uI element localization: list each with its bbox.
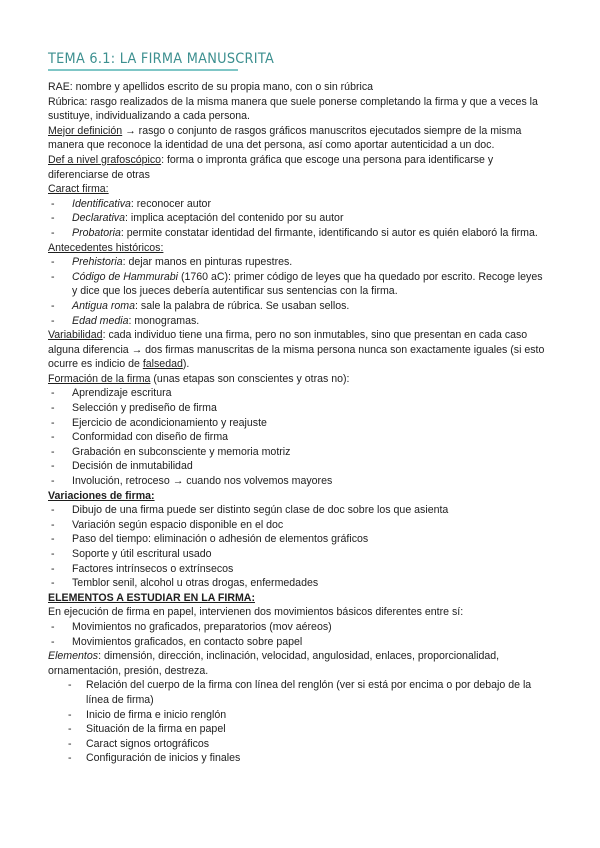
antecedente-text: : sale la palabra de rúbrica. Se usaban sellos. [135, 299, 350, 312]
list-item: - Aprendizaje escritura [48, 386, 548, 401]
list-item: - Relación del cuerpo de la firma con línea del renglón (ver si está por encima o por debajo de la línea de firma) [48, 678, 548, 707]
elementos-intro: En ejecución de firma en papel, intervienen dos movimientos básicos diferentes entre sí: [48, 606, 464, 619]
variabilidad-text: : cada individuo tiene una firma, pero no son inmutables, sino que presentan en cada caso alguna diferencia → dos firmas manuscritas de la misma persona nunca son exactamente iguales (si esto ocurre es indicio de [48, 329, 545, 371]
list-item [48, 270, 548, 299]
notes-body [48, 80, 548, 766]
best-definition [48, 124, 548, 153]
list-item: - Soporte y útil escritural usado [48, 547, 548, 562]
elementos-heading: ELEMENTOS A ESTUDIAR EN LA FIRMA: [48, 591, 255, 604]
list-item: - Involución, retroceso → cuando nos volvemos mayores [48, 474, 548, 489]
antecedente-text: : dejar manos en pinturas rupestres. [122, 256, 293, 269]
list-item: - Dibujo de una firma puede ser distinto según clase de doc sobre los que asienta [48, 503, 548, 518]
falsedad-word: falsedad [142, 358, 183, 371]
list-item: - Configuración de inicios y finales [48, 751, 548, 766]
list-item [48, 211, 548, 226]
list-item: - Selección y prediseño de firma [48, 401, 548, 416]
list-item [48, 197, 548, 212]
list-item: - Variación según espacio disponible en el doc [48, 518, 548, 533]
variabilidad-label: Variabilidad [48, 329, 103, 342]
movimientos-list [48, 620, 548, 649]
list-item: - Ejercicio de acondicionamiento y reajuste [48, 416, 548, 431]
list-item: - Caract signos ortográficos [48, 737, 548, 752]
formacion-heading [48, 372, 548, 387]
list-item: - Paso del tiempo: eliminación o adhesión de elementos gráficos [48, 532, 548, 547]
antecedente-term: Edad media [72, 314, 129, 327]
caract-list [48, 197, 548, 241]
graphoscopic-definition [48, 153, 548, 182]
list-item: - Decisión de inmutabilidad [48, 459, 548, 474]
caract-term: Declarativa [72, 212, 125, 225]
page-title: TEMA 6.1: LA FIRMA MANUSCRITA [48, 51, 275, 67]
caract-heading: Caract firma: [48, 183, 109, 196]
title-block [48, 50, 294, 71]
list-item: - Conformidad con diseño de firma [48, 430, 548, 445]
caract-text: : permite constatar identidad del firmante, identificando si autor es quién elaboró la firma. [120, 226, 538, 239]
elementos-sublist [48, 678, 548, 766]
variaciones-heading: Variaciones de firma: [48, 489, 155, 502]
antecedentes-heading: Antecedentes históricos: [48, 241, 164, 254]
list-item [48, 299, 548, 314]
list-item [48, 314, 548, 329]
caract-term: Probatoria [72, 226, 121, 239]
list-item: - Movimientos no graficados, preparatorios (mov aéreos) [48, 620, 548, 635]
rae-definition: RAE: nombre y apellidos escrito de su propia mano, con o sin rúbrica [48, 81, 374, 93]
caract-text: : implica aceptación del contenido por su autor [125, 212, 344, 225]
list-item [48, 255, 548, 270]
variabilidad-end: ). [182, 358, 190, 371]
elementos-text: : dimensión, dirección, inclinación, velocidad, angulosidad, enlaces, proporcionalidad, ornamentación, presión, destreza. [48, 650, 500, 677]
graphoscopic-label: Def a nivel grafoscópico [48, 153, 162, 166]
elementos-label: Elementos [48, 650, 99, 663]
list-item: - Situación de la firma en papel [48, 722, 548, 737]
antecedentes-list [48, 255, 548, 328]
title-underline [48, 69, 238, 71]
best-definition-text: → rasgo o conjunto de rasgos gráficos manuscritos ejecutados siempre de la misma manera que reconoce la identidad de una det persona, así como aportar autenticidad a un doc. [48, 124, 522, 152]
rubrica-definition: Rúbrica: rasgo realizados de la misma manera que suele ponerse completando la firma y que a veces la sustituye, individualizando a cada persona. [48, 95, 538, 123]
caract-text: : reconocer autor [130, 197, 211, 210]
elementos-paragraph [48, 649, 548, 678]
formacion-text: (unas etapas son conscientes y otras no): [150, 372, 350, 385]
list-item: - Movimientos graficados, en contacto sobre papel [48, 635, 548, 650]
list-item: - Factores intrínsecos o extrínsecos [48, 562, 548, 577]
antecedente-term: Prehistoria [72, 256, 123, 269]
variaciones-list [48, 503, 548, 591]
graphoscopic-text: : forma o impronta gráfica que escoge una persona para identificarse y diferenciarse de otras [48, 153, 494, 181]
antecedente-term: Código de Hammurabi [72, 270, 178, 283]
formacion-label: Formación de la firma [48, 372, 151, 385]
caract-term: Identificativa [72, 197, 131, 210]
list-item: - Grabación en subconsciente y memoria motriz [48, 445, 548, 460]
list-item [48, 226, 548, 241]
best-definition-label: Mejor definición [48, 124, 123, 137]
list-item: - Temblor senil, alcohol u otras drogas, enfermedades [48, 576, 548, 591]
variabilidad-paragraph [48, 328, 548, 372]
formacion-list [48, 386, 548, 488]
list-item: - Inicio de firma e inicio renglón [48, 708, 548, 723]
antecedente-text: : monogramas. [128, 314, 200, 327]
antecedente-text: (1760 aC): primer código de leyes que ha quedado por escrito. Recoge leyes y dice que los jueces debería autentificar sus sentencias con la firma. [72, 270, 543, 298]
antecedente-term: Antigua roma [72, 299, 136, 312]
